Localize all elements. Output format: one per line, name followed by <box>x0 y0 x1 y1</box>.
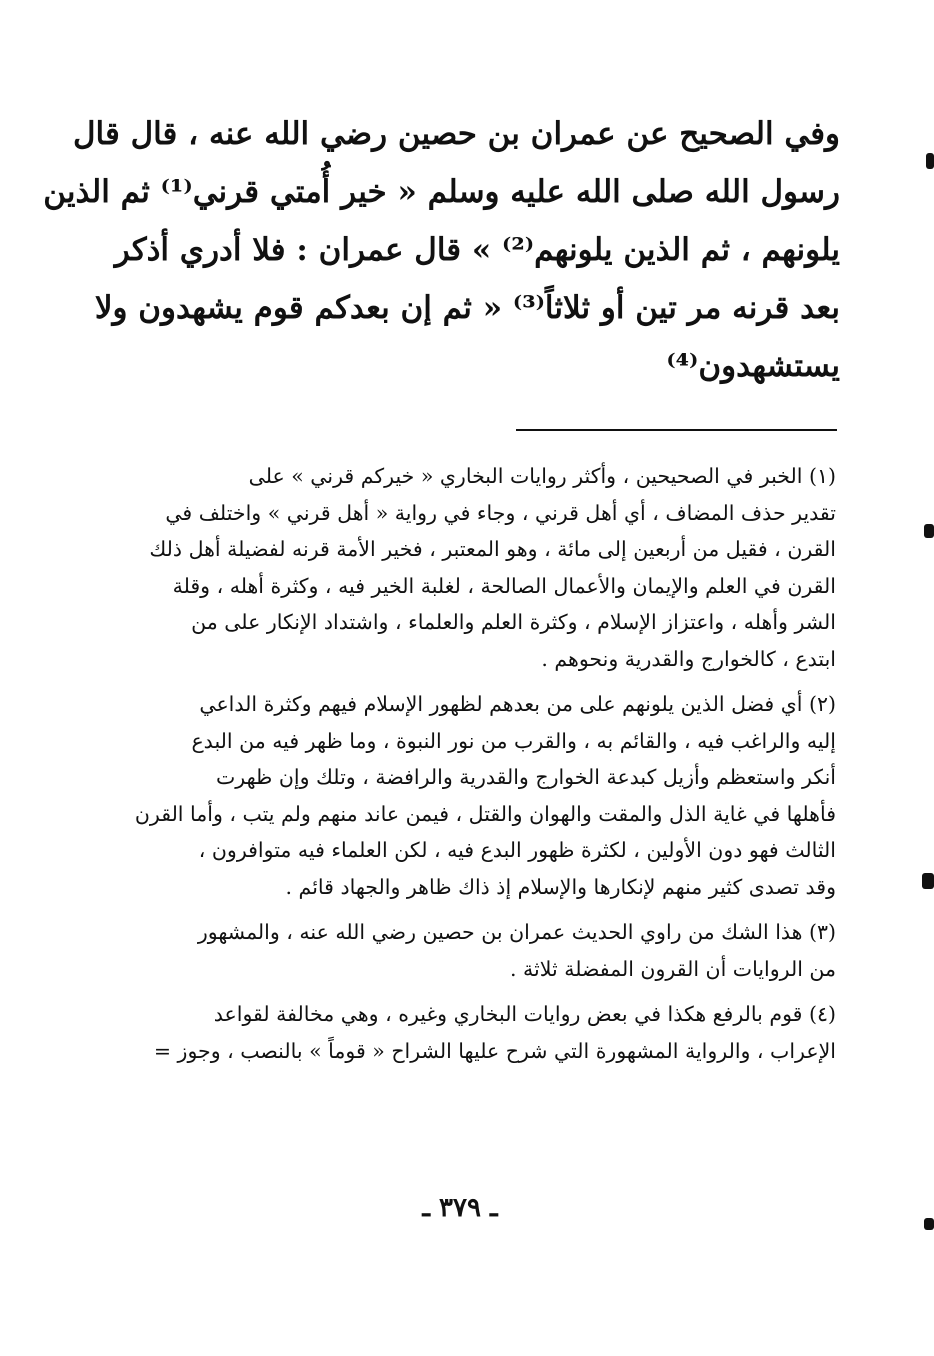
footnote-line: الإعراب ، والرواية المشهورة التي شرح عليها الشراح « قوماً » بالنصب ، وجوز = <box>153 1038 836 1063</box>
footnote-line: القرن ، فقيل من أربعين إلى مائة ، وهو المعتبر ، فخير الأمة قرنه لفضيلة أهل ذلك <box>149 537 836 561</box>
footnote-line: (٢) أي فضل الذين يلونهم على من بعدهم لظهور الإسلام فيهم وكثرة الداعي <box>199 692 836 716</box>
footnote-line: القرن في العلم والإيمان والأعمال الصالحة ، لغلبة الخير فيه ، وكثرة أهله ، وقلة <box>172 573 836 598</box>
main-text-line: بعد قرنه مر تين أو ثلاثاً⁽³⁾ « ثم إن بعدكم قوم يشهدون ولا <box>94 290 840 326</box>
footnote-2 <box>98 686 836 905</box>
main-text-line: وفي الصحيح عن عمران بن حصين رضي الله عنه ، قال قال <box>72 116 840 152</box>
footnote-line: الشر وأهله ، واعتزاز الإسلام ، وكثرة العلم والعلماء ، واشتداد الإنكار على من <box>191 610 836 634</box>
scan-edge-mark <box>924 524 934 538</box>
footnote-4 <box>98 996 836 1069</box>
footnote-line: فأهلها في غاية الذل والمقت والهوان والقتل ، فيمن عاند منهم ولم يتب ، وأما القرن <box>134 801 836 826</box>
footnote-line: إليه والراغب فيه ، والقائم به ، والقرب من نور النبوة ، وما ظهر فيه من البدع <box>191 728 836 753</box>
footnote-line: أنكر واستعظم وأزيل كبدعة الخوارج والقدرية والرافضة ، وتلك وإن ظهرت <box>215 765 836 789</box>
main-text-line: يلونهم ، ثم الذين يلونهم⁽²⁾ » قال عمران : فلا أدري أذكر <box>114 232 840 268</box>
main-text-line: يستشهدون⁽⁴⁾ <box>666 348 840 384</box>
footnote-line: تقدير حذف المضاف ، أي أهل قرني ، وجاء في رواية « أهل قرني » واختلف في <box>165 500 836 525</box>
footnote-3 <box>98 914 836 987</box>
footnote-line: ابتدع ، كالخوارج والقدرية ونحوهم . <box>541 646 836 671</box>
page-number: ـ ٣٧٩ ـ <box>422 1193 498 1223</box>
footnote-line: (١) الخبر في الصحيحين ، وأكثر روايات البخاري « خيركم قرني » على <box>248 464 836 488</box>
footnote-line: (٣) هذا الشك من راوي الحديث عمران بن حصين رضي الله عنه ، والمشهور <box>197 920 836 944</box>
footnotes-section <box>98 458 836 1078</box>
footnote-line: من الروايات أن القرون المفضلة ثلاثة . <box>510 956 836 981</box>
footnote-1 <box>98 458 836 677</box>
footnote-separator-rule <box>516 429 837 431</box>
scan-edge-mark <box>926 153 934 169</box>
footnote-line: الثالث فهو دون الأولين ، لكثرة ظهور البدع فيه ، لكن العلماء فيه متوافرون ، <box>198 838 836 862</box>
main-text-line: رسول الله صلى الله عليه وسلم « خير أُمتي قرني⁽¹⁾ ثم الذين <box>43 174 840 210</box>
scan-edge-mark <box>922 873 934 889</box>
scan-edge-mark <box>924 1218 934 1230</box>
footnote-line: وقد تصدى كثير منهم لإنكارها والإسلام إذ ذاك ظاهر والجهاد قائم . <box>285 874 836 899</box>
footnote-line: (٤) قوم بالرفع هكذا في بعض روايات البخاري وغيره ، وهي مخالفة لقواعد <box>213 1002 836 1026</box>
main-hadith-text <box>43 105 840 395</box>
